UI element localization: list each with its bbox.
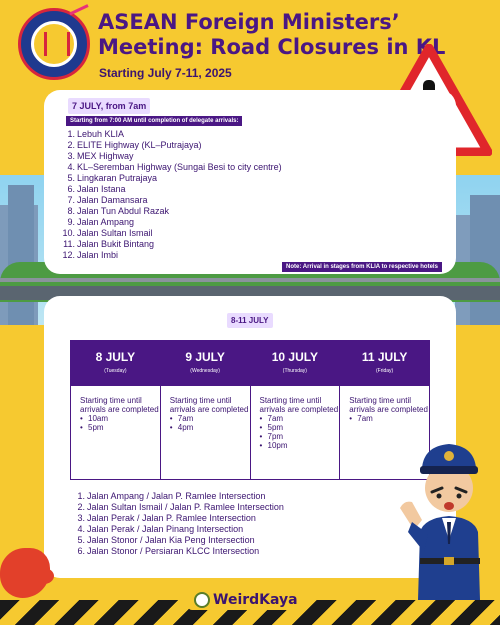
- police-officer-icon: [398, 422, 500, 600]
- list-item: 6. Jalan Stonor / Persiaran KLCC Intersection: [77, 546, 260, 556]
- schedule-time: • 7am: [357, 414, 429, 423]
- schedule-column: [71, 341, 160, 479]
- road-closure-list: [62, 129, 282, 261]
- schedule-column-header: [251, 341, 340, 386]
- schedule-description: Starting time until arrivals are completed: [259, 396, 339, 414]
- list-item: 3. MEX Highway: [67, 151, 134, 161]
- building: [8, 185, 34, 325]
- list-item: 10. Jalan Sultan Ismail: [62, 228, 153, 238]
- section-7-july-banner: Starting from 7:00 AM until completion of delegate arrivals:: [66, 116, 242, 126]
- brand-logo: [188, 590, 304, 610]
- schedule-time: • 5pm: [268, 423, 340, 432]
- list-item: 9. Jalan Ampang: [67, 217, 135, 227]
- list-item: 3. Jalan Perak / Jalan P. Ramlee Intersection: [77, 513, 256, 523]
- section-7-july-tag: 7 JULY, from 7am: [68, 98, 150, 114]
- list-item: 5. Lingkaran Putrajaya: [67, 173, 158, 183]
- list-item: 1. Jalan Ampang / Jalan P. Ramlee Intersection: [77, 491, 266, 501]
- brand-logo-icon: [194, 592, 210, 608]
- schedule-column: [250, 341, 340, 479]
- schedule-weekday: (Tuesday): [104, 368, 127, 374]
- intersection-list: [76, 491, 284, 557]
- list-item: 6. Jalan Istana: [67, 184, 126, 194]
- asean-logo-icon: [18, 8, 90, 80]
- schedule-time: • 4pm: [178, 423, 250, 432]
- list-item: 2. Jalan Sultan Ismail / Jalan P. Ramlee Intersection: [77, 502, 284, 512]
- schedule-description: Starting time until arrivals are completed: [349, 396, 428, 414]
- list-item: 11. Jalan Bukit Bintang: [63, 239, 155, 249]
- schedule-time: • 7am: [178, 414, 250, 423]
- section-8-11-july-tag: 8-11 JULY: [227, 313, 273, 328]
- arrival-note: Note: Arrival in stages from KLIA to respective hotels: [282, 262, 442, 272]
- schedule-column-body: [251, 386, 340, 450]
- list-item: 4. Jalan Perak / Jalan Pinang Intersection: [77, 524, 244, 534]
- schedule-date: 8 JULY: [95, 350, 136, 364]
- schedule-column-body: [71, 386, 160, 432]
- list-item: 1. Lebuh KLIA: [67, 129, 125, 139]
- schedule-description: Starting time until arrivals are completed: [169, 396, 249, 414]
- schedule-column-header: [161, 341, 250, 386]
- bridge-rail: [0, 278, 500, 282]
- schedule-column-header: [340, 341, 429, 386]
- list-item: 7. Jalan Damansara: [67, 195, 148, 205]
- logo-decoration: [69, 4, 91, 20]
- list-item: 4. KL–Seremban Highway (Sungai Besi to city centre): [67, 162, 282, 172]
- page-title: ASEAN Foreign Ministers’ Meeting: Road Closures in KL: [98, 10, 446, 59]
- list-item: 8. Jalan Tun Abdul Razak: [67, 206, 170, 216]
- schedule-time: • 10am: [88, 414, 160, 423]
- list-item: 5. Jalan Stonor / Jalan Kia Peng Intersection: [77, 535, 255, 545]
- schedule-column-body: [340, 386, 429, 423]
- schedule-weekday: (Thursday): [282, 368, 307, 374]
- page-subtitle: Starting July 7-11, 2025: [99, 66, 232, 80]
- schedule-time: • 7am: [268, 414, 340, 423]
- schedule-weekday: (Wednesday): [190, 368, 220, 374]
- building: [470, 195, 500, 325]
- schedule-date: 11 JULY: [361, 350, 408, 364]
- schedule-table: [70, 340, 430, 480]
- paint-splatter: [34, 568, 54, 584]
- schedule-column-body: [161, 386, 250, 432]
- schedule-date: 9 JULY: [185, 350, 225, 364]
- schedule-time: • 10pm: [268, 441, 340, 450]
- list-item: 2. ELITE Highway (KL–Putrajaya): [67, 140, 202, 150]
- schedule-column: [160, 341, 250, 479]
- schedule-column-header: [71, 341, 160, 386]
- brand-name: WeirdKaya: [213, 592, 298, 608]
- schedule-time: • 7pm: [268, 432, 340, 441]
- schedule-time: • 5pm: [88, 423, 160, 432]
- list-item: 12. Jalan Imbi: [62, 250, 119, 260]
- schedule-date: 10 JULY: [271, 350, 318, 364]
- schedule-description: Starting time until arrivals are completed: [80, 396, 159, 414]
- schedule-weekday: (Friday): [376, 368, 394, 374]
